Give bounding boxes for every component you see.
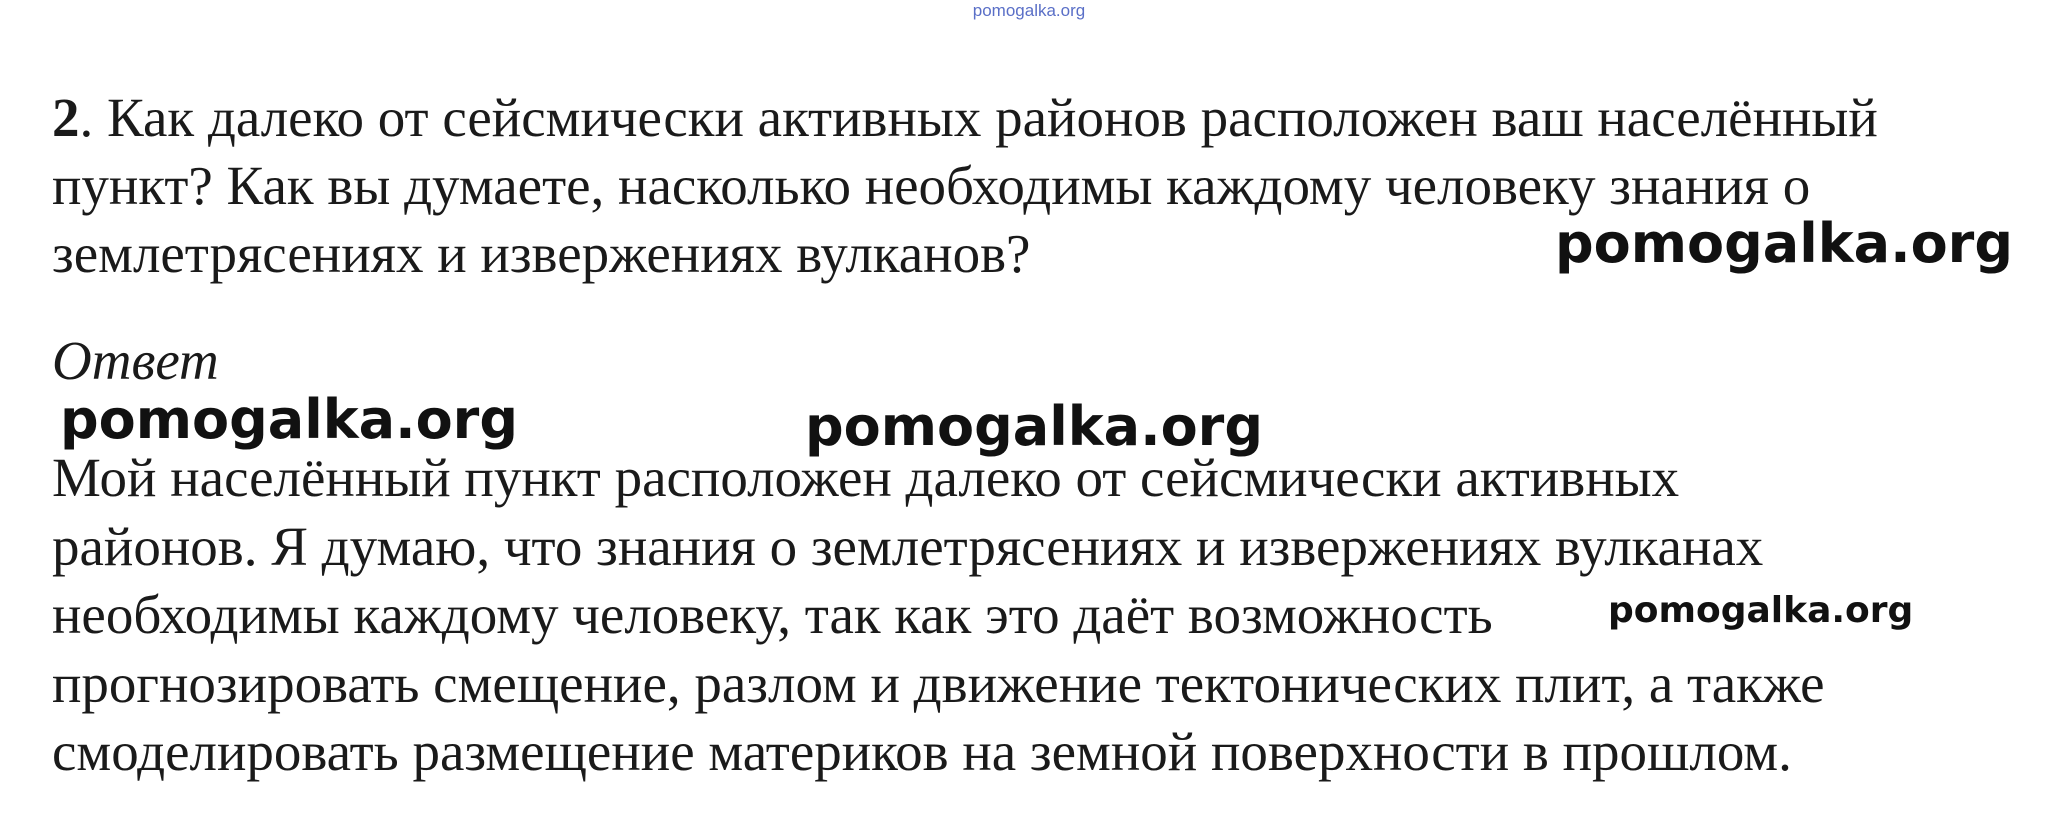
top-watermark: pomogalka.org bbox=[972, 1, 1086, 20]
answer-line-2: районов. Я думаю, что знания о землетрясениях и извержениях вулканах bbox=[52, 515, 1764, 577]
question-text-1: . Как далеко от сейсмически активных районов расположен ваш населённый bbox=[79, 87, 1878, 148]
answer-line-1: Мой населённый пункт расположен далеко от сейсмически активных bbox=[52, 447, 1680, 508]
question-line-1 bbox=[52, 84, 2042, 152]
answer-line-4: прогнозировать смещение, разлом и движение тектонических плит, а также bbox=[52, 652, 1825, 714]
watermark: pomogalka.org bbox=[1608, 590, 1914, 631]
watermark: pomogalka.org bbox=[60, 388, 518, 451]
answer-label: Ответ bbox=[52, 330, 219, 391]
answer-line-5: смоделировать размещение материков на земной поверхности в прошлом. bbox=[52, 721, 1792, 782]
answer-line-3: необходимы каждому человеку, так как это даёт возможность bbox=[52, 584, 1493, 645]
watermark: pomogalka.org bbox=[805, 395, 1263, 458]
question-number: 2 bbox=[52, 87, 80, 148]
watermark: pomogalka.org bbox=[1555, 212, 2013, 275]
question-line-2: пункт? Как вы думаете, насколько необходимы каждому человеку знания о bbox=[52, 155, 1811, 216]
question-line-3: землетрясениях и извержениях вулканов? bbox=[52, 223, 1031, 284]
